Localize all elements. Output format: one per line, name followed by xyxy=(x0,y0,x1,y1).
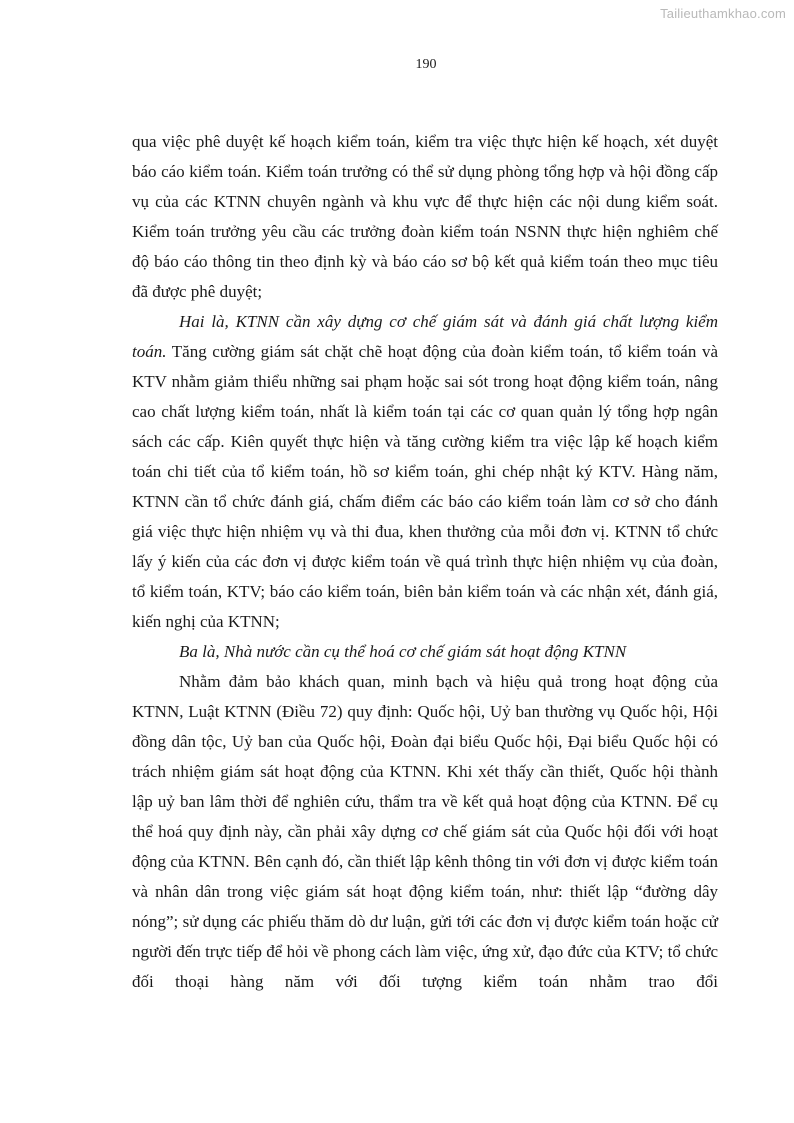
page-number: 190 xyxy=(415,57,437,72)
paragraph-3-heading: Ba là, Nhà nước cần cụ thể hoá cơ chế giám sát hoạt động KTNN xyxy=(179,642,627,661)
watermark: Tailieuthamkhao.com xyxy=(660,6,786,21)
document-body xyxy=(132,127,718,997)
paragraph-2 xyxy=(132,307,718,637)
paragraph-3 xyxy=(132,637,718,667)
paragraph-2-text: Tăng cường giám sát chặt chẽ hoạt động của đoàn kiểm toán, tổ kiểm toán và KTV nhằm giảm thiểu những sai phạm hoặc sai sót trong hoạt động kiểm toán, nâng cao chất lượng kiểm toán, nhất là kiểm toán tại các cơ quan quản lý tổng hợp ngân sách các cấp. Kiên quyết thực hiện và tăng cường kiểm tra việc lập kế hoạch kiểm toán chi tiết của tổ kiểm toán, hồ sơ kiểm toán, ghi chép nhật ký KTV. Hàng năm, KTNN cần tổ chức đánh giá, chấm điểm các báo cáo kiểm toán làm cơ sở cho đánh giá việc thực hiện nhiệm vụ và thi đua, khen thưởng của mỗi đơn vị. KTNN tổ chức lấy ý kiến của các đơn vị được kiểm toán về quá trình thực hiện nhiệm vụ của đoàn, tổ kiểm toán, KTV; báo cáo kiểm toán, biên bản kiểm toán và các nhận xét, đánh giá, kiến nghị của KTNN; xyxy=(132,342,718,631)
paragraph-2-heading: Hai là, KTNN cần xây dựng cơ chế giám sát và đánh giá chất lượng kiểm toán. xyxy=(132,312,718,361)
paragraph-1: qua việc phê duyệt kế hoạch kiểm toán, kiểm tra việc thực hiện kế hoạch, xét duyệt báo cáo kiểm toán. Kiểm toán trưởng có thể sử dụng phòng tổng hợp và hội đồng cấp vụ của các KTNN chuyên ngành và khu vực để thực hiện các nội dung kiểm soát. Kiểm toán trưởng yêu cầu các trưởng đoàn kiểm toán NSNN thực hiện nghiêm chế độ báo cáo thông tin theo định kỳ và báo cáo sơ bộ kết quả kiểm toán theo mục tiêu đã được phê duyệt; xyxy=(132,132,718,301)
paragraph-4: Nhằm đảm bảo khách quan, minh bạch và hiệu quả trong hoạt động của KTNN, Luật KTNN (Điều 72) quy định: Quốc hội, Uỷ ban thường vụ Quốc hội, Hội đồng dân tộc, Uỷ ban của Quốc hội, Đoàn đại biểu Quốc hội, Đại biểu Quốc hội có trách nhiệm giám sát hoạt động của KTNN. Khi xét thấy cần thiết, Quốc hội thành lập uỷ ban lâm thời để nghiên cứu, thẩm tra về kết quả hoạt động của KTNN. Để cụ thể hoá quy định này, cần phải xây dựng cơ chế giám sát của Quốc hội đối với hoạt động của KTNN. Bên cạnh đó, cần thiết lập kênh thông tin với đơn vị được kiểm toán và nhân dân trong việc giám sát hoạt động kiểm toán, như: thiết lập “đường dây nóng”; sử dụng các phiếu thăm dò dư luận, gửi tới các đơn vị được kiểm toán hoặc cử người đến trực tiếp để hỏi về phong cách làm việc, ứng xử, đạo đức của KTV; tổ chức đối thoại hàng năm với đối tượng kiểm toán nhằm trao đổi xyxy=(132,672,718,991)
